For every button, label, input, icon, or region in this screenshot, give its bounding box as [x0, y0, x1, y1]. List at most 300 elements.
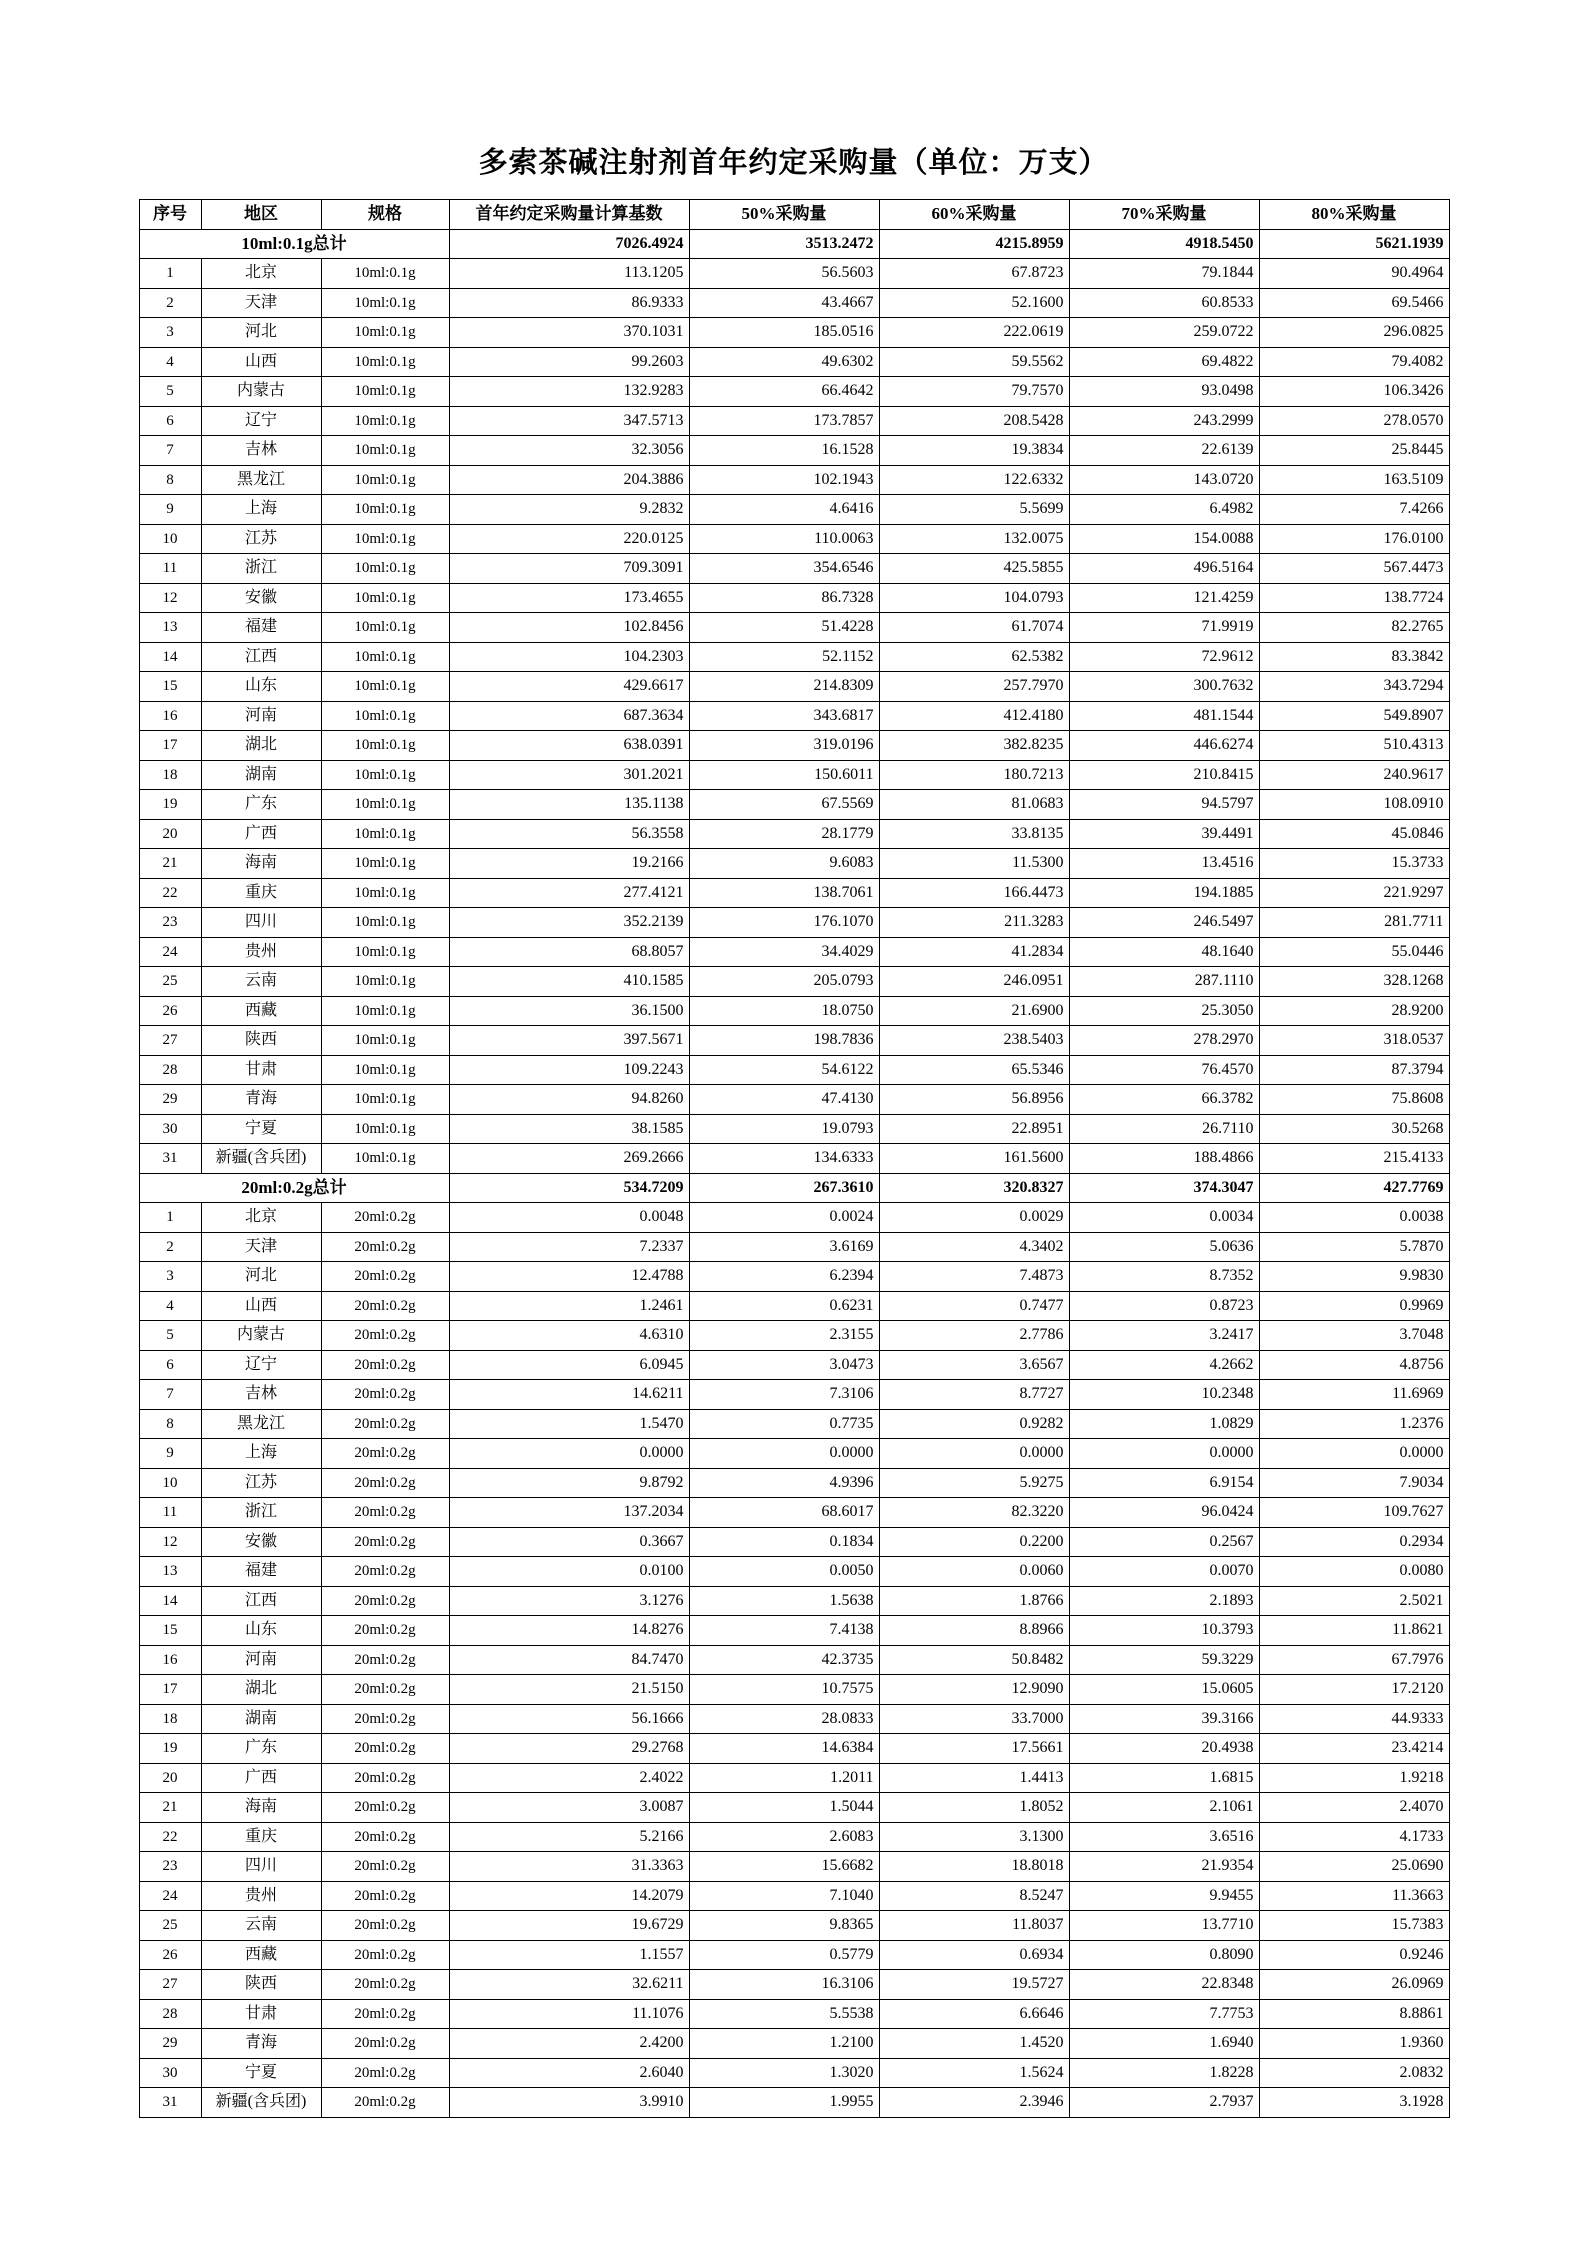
cell-p60: 17.5661: [879, 1734, 1069, 1764]
cell-p60: 166.4473: [879, 878, 1069, 908]
cell-spec: 10ml:0.1g: [321, 406, 449, 436]
cell-p80: 25.0690: [1259, 1852, 1449, 1882]
cell-region: 山西: [201, 347, 321, 377]
cell-p80: 23.4214: [1259, 1734, 1449, 1764]
cell-p50: 0.0050: [689, 1557, 879, 1587]
cell-spec: 20ml:0.2g: [321, 1321, 449, 1351]
cell-p80: 17.2120: [1259, 1675, 1449, 1705]
cell-p80: 44.9333: [1259, 1704, 1449, 1734]
cell-p50: 49.6302: [689, 347, 879, 377]
cell-p50: 54.6122: [689, 1055, 879, 1085]
cell-p60: 79.7570: [879, 377, 1069, 407]
cell-p70: 2.7937: [1069, 2088, 1259, 2118]
cell-p80: 45.0846: [1259, 819, 1449, 849]
cell-p60: 1.8052: [879, 1793, 1069, 1823]
cell-p70: 10.3793: [1069, 1616, 1259, 1646]
cell-p60: 1.4520: [879, 2029, 1069, 2059]
cell-base: 2.4022: [449, 1763, 689, 1793]
cell-spec: 20ml:0.2g: [321, 2088, 449, 2118]
cell-p70: 10.2348: [1069, 1380, 1259, 1410]
cell-p60: 257.7970: [879, 672, 1069, 702]
cell-p50: 5.5538: [689, 1999, 879, 2029]
cell-base: 102.8456: [449, 613, 689, 643]
cell-p70: 15.0605: [1069, 1675, 1259, 1705]
table-row: [139, 819, 1449, 849]
cell-base: 132.9283: [449, 377, 689, 407]
cell-p70: 79.1844: [1069, 259, 1259, 289]
cell-p50: 150.6011: [689, 760, 879, 790]
cell-p80: 7.4266: [1259, 495, 1449, 525]
cell-base: 220.0125: [449, 524, 689, 554]
cell-p70: 13.7710: [1069, 1911, 1259, 1941]
table-row: [139, 1704, 1449, 1734]
cell-p50: 134.6333: [689, 1144, 879, 1174]
cell-spec: 10ml:0.1g: [321, 554, 449, 584]
cell-index: 17: [139, 731, 201, 761]
table-row: [139, 849, 1449, 879]
cell-base: 5.2166: [449, 1822, 689, 1852]
cell-spec: 10ml:0.1g: [321, 701, 449, 731]
cell-index: 11: [139, 1498, 201, 1528]
cell-p70: 39.4491: [1069, 819, 1259, 849]
cell-base: 38.1585: [449, 1114, 689, 1144]
cell-base: 370.1031: [449, 318, 689, 348]
cell-p50: 3.0473: [689, 1350, 879, 1380]
cell-base: 1.5470: [449, 1409, 689, 1439]
cell-region: 辽宁: [201, 406, 321, 436]
cell-p80: 30.5268: [1259, 1114, 1449, 1144]
cell-region: 青海: [201, 2029, 321, 2059]
cell-p70: 188.4866: [1069, 1144, 1259, 1174]
cell-index: 18: [139, 1704, 201, 1734]
cell-p60: 425.5855: [879, 554, 1069, 584]
table-row: [139, 2088, 1449, 2118]
table-row: [139, 642, 1449, 672]
cell-region: 黑龙江: [201, 465, 321, 495]
cell-p60: 0.6934: [879, 1940, 1069, 1970]
cell-p70: 0.0000: [1069, 1439, 1259, 1469]
cell-p80: 82.2765: [1259, 613, 1449, 643]
cell-region: 天津: [201, 1232, 321, 1262]
cell-p80: 0.9969: [1259, 1291, 1449, 1321]
cell-p50: 0.0000: [689, 1439, 879, 1469]
cell-p70: 3.2417: [1069, 1321, 1259, 1351]
cell-p70: 59.3229: [1069, 1645, 1259, 1675]
cell-region: 四川: [201, 908, 321, 938]
cell-index: 14: [139, 642, 201, 672]
cell-p70: 0.8723: [1069, 1291, 1259, 1321]
table-row: [139, 908, 1449, 938]
cell-spec: 20ml:0.2g: [321, 1970, 449, 2000]
cell-p70: 26.7110: [1069, 1114, 1259, 1144]
cell-base: 7.2337: [449, 1232, 689, 1262]
cell-p80: 55.0446: [1259, 937, 1449, 967]
cell-p70: 0.8090: [1069, 1940, 1259, 1970]
cell-p60: 33.8135: [879, 819, 1069, 849]
cell-p80: 3.7048: [1259, 1321, 1449, 1351]
cell-p80: 108.0910: [1259, 790, 1449, 820]
cell-p80: 15.7383: [1259, 1911, 1449, 1941]
cell-region: 陕西: [201, 1026, 321, 1056]
cell-p50: 51.4228: [689, 613, 879, 643]
cell-region: 云南: [201, 1911, 321, 1941]
cell-p80: 7.9034: [1259, 1468, 1449, 1498]
cell-p70: 25.3050: [1069, 996, 1259, 1026]
cell-p50: 47.4130: [689, 1085, 879, 1115]
cell-base: 14.8276: [449, 1616, 689, 1646]
cell-p60: 81.0683: [879, 790, 1069, 820]
cell-p80: 318.0537: [1259, 1026, 1449, 1056]
table-row: [139, 1881, 1449, 1911]
cell-index: 8: [139, 1409, 201, 1439]
cell-base: 277.4121: [449, 878, 689, 908]
cell-p60: 1.8766: [879, 1586, 1069, 1616]
cell-p50: 19.0793: [689, 1114, 879, 1144]
cell-base: 0.0100: [449, 1557, 689, 1587]
table-row: [139, 967, 1449, 997]
cell-base: 14.2079: [449, 1881, 689, 1911]
cell-spec: 20ml:0.2g: [321, 1232, 449, 1262]
cell-p50: 173.7857: [689, 406, 879, 436]
cell-p60: 41.2834: [879, 937, 1069, 967]
cell-p80: 1.9360: [1259, 2029, 1449, 2059]
cell-spec: 10ml:0.1g: [321, 465, 449, 495]
cell-base: 3.9910: [449, 2088, 689, 2118]
cell-index: 26: [139, 996, 201, 1026]
cell-region: 北京: [201, 259, 321, 289]
cell-region: 青海: [201, 1085, 321, 1115]
cell-index: 4: [139, 347, 201, 377]
cell-index: 23: [139, 908, 201, 938]
cell-region: 广东: [201, 1734, 321, 1764]
table-row: [139, 436, 1449, 466]
cell-p70: 76.4570: [1069, 1055, 1259, 1085]
cell-index: 29: [139, 2029, 201, 2059]
cell-index: 21: [139, 849, 201, 879]
cell-p70: 3.6516: [1069, 1822, 1259, 1852]
cell-p60: 18.8018: [879, 1852, 1069, 1882]
cell-spec: 20ml:0.2g: [321, 2029, 449, 2059]
cell-spec: 20ml:0.2g: [321, 1409, 449, 1439]
cell-region: 海南: [201, 1793, 321, 1823]
cell-p80: 221.9297: [1259, 878, 1449, 908]
table-row: [139, 259, 1449, 289]
cell-spec: 10ml:0.1g: [321, 908, 449, 938]
cell-p60: 0.9282: [879, 1409, 1069, 1439]
cell-region: 天津: [201, 288, 321, 318]
subtotal-value: 267.3610: [689, 1173, 879, 1203]
cell-index: 29: [139, 1085, 201, 1115]
cell-spec: 20ml:0.2g: [321, 1675, 449, 1705]
table-row: [139, 495, 1449, 525]
cell-p70: 1.0829: [1069, 1409, 1259, 1439]
cell-index: 3: [139, 318, 201, 348]
table-row: [139, 1114, 1449, 1144]
table-row: [139, 347, 1449, 377]
cell-p80: 549.8907: [1259, 701, 1449, 731]
cell-p60: 1.4413: [879, 1763, 1069, 1793]
cell-base: 135.1138: [449, 790, 689, 820]
cell-index: 22: [139, 1822, 201, 1852]
cell-p70: 1.8228: [1069, 2058, 1259, 2088]
cell-p70: 39.3166: [1069, 1704, 1259, 1734]
cell-p70: 6.4982: [1069, 495, 1259, 525]
cell-p80: 67.7976: [1259, 1645, 1449, 1675]
cell-p80: 79.4082: [1259, 347, 1449, 377]
cell-spec: 20ml:0.2g: [321, 1822, 449, 1852]
cell-p50: 28.0833: [689, 1704, 879, 1734]
table-row: [139, 583, 1449, 613]
cell-p70: 143.0720: [1069, 465, 1259, 495]
cell-index: 7: [139, 436, 201, 466]
cell-index: 18: [139, 760, 201, 790]
cell-index: 13: [139, 613, 201, 643]
cell-index: 2: [139, 1232, 201, 1262]
cell-p60: 5.9275: [879, 1468, 1069, 1498]
cell-p70: 1.6815: [1069, 1763, 1259, 1793]
cell-p70: 96.0424: [1069, 1498, 1259, 1528]
cell-region: 上海: [201, 495, 321, 525]
cell-p50: 185.0516: [689, 318, 879, 348]
cell-index: 31: [139, 1144, 201, 1174]
subtotal-label: 10ml:0.1g总计: [139, 229, 449, 259]
cell-p60: 2.3946: [879, 2088, 1069, 2118]
cell-p70: 66.3782: [1069, 1085, 1259, 1115]
cell-base: 204.3886: [449, 465, 689, 495]
cell-spec: 20ml:0.2g: [321, 1557, 449, 1587]
cell-spec: 20ml:0.2g: [321, 1380, 449, 1410]
cell-region: 江西: [201, 1586, 321, 1616]
cell-region: 河北: [201, 318, 321, 348]
cell-base: 137.2034: [449, 1498, 689, 1528]
cell-p80: 106.3426: [1259, 377, 1449, 407]
cell-base: 3.1276: [449, 1586, 689, 1616]
cell-p70: 60.8533: [1069, 288, 1259, 318]
cell-region: 河南: [201, 1645, 321, 1675]
cell-p70: 2.1061: [1069, 1793, 1259, 1823]
cell-spec: 10ml:0.1g: [321, 613, 449, 643]
cell-p80: 11.8621: [1259, 1616, 1449, 1646]
cell-index: 12: [139, 1527, 201, 1557]
table-row: [139, 524, 1449, 554]
cell-p80: 9.9830: [1259, 1262, 1449, 1292]
cell-spec: 10ml:0.1g: [321, 672, 449, 702]
cell-index: 30: [139, 2058, 201, 2088]
cell-p50: 1.5638: [689, 1586, 879, 1616]
cell-index: 25: [139, 967, 201, 997]
cell-index: 12: [139, 583, 201, 613]
cell-p70: 194.1885: [1069, 878, 1259, 908]
cell-spec: 20ml:0.2g: [321, 1498, 449, 1528]
cell-p50: 7.4138: [689, 1616, 879, 1646]
cell-p70: 6.9154: [1069, 1468, 1259, 1498]
table-row: [139, 1144, 1449, 1174]
cell-spec: 10ml:0.1g: [321, 495, 449, 525]
cell-index: 2: [139, 288, 201, 318]
table-row: [139, 760, 1449, 790]
table-row: [139, 1232, 1449, 1262]
cell-p50: 9.6083: [689, 849, 879, 879]
cell-p50: 0.6231: [689, 1291, 879, 1321]
table-row: [139, 937, 1449, 967]
cell-region: 江西: [201, 642, 321, 672]
cell-base: 31.3363: [449, 1852, 689, 1882]
table-row: [139, 377, 1449, 407]
cell-p70: 446.6274: [1069, 731, 1259, 761]
cell-p80: 510.4313: [1259, 731, 1449, 761]
cell-spec: 10ml:0.1g: [321, 849, 449, 879]
cell-p60: 65.5346: [879, 1055, 1069, 1085]
cell-index: 15: [139, 1616, 201, 1646]
cell-region: 四川: [201, 1852, 321, 1882]
cell-p70: 4.2662: [1069, 1350, 1259, 1380]
table-row: [139, 1026, 1449, 1056]
table-row: [139, 1822, 1449, 1852]
cell-p70: 0.0034: [1069, 1203, 1259, 1233]
cell-index: 19: [139, 790, 201, 820]
cell-p80: 5.7870: [1259, 1232, 1449, 1262]
cell-base: 347.5713: [449, 406, 689, 436]
cell-p60: 104.0793: [879, 583, 1069, 613]
cell-index: 3: [139, 1262, 201, 1292]
table-row: [139, 672, 1449, 702]
table-row: [139, 1763, 1449, 1793]
table-row: [139, 1616, 1449, 1646]
cell-index: 19: [139, 1734, 201, 1764]
cell-p70: 13.4516: [1069, 849, 1259, 879]
table-row: [139, 1527, 1449, 1557]
table-row: [139, 1203, 1449, 1233]
cell-base: 56.1666: [449, 1704, 689, 1734]
cell-region: 新疆(含兵团): [201, 1144, 321, 1174]
table-row: [139, 1999, 1449, 2029]
cell-p50: 4.6416: [689, 495, 879, 525]
cell-p80: 26.0969: [1259, 1970, 1449, 2000]
table-row: [139, 406, 1449, 436]
cell-p70: 5.0636: [1069, 1232, 1259, 1262]
cell-index: 1: [139, 259, 201, 289]
cell-region: 海南: [201, 849, 321, 879]
column-header-p60: 60%采购量: [879, 200, 1069, 230]
cell-p80: 4.1733: [1259, 1822, 1449, 1852]
cell-p70: 0.0070: [1069, 1557, 1259, 1587]
cell-region: 山东: [201, 1616, 321, 1646]
cell-p70: 259.0722: [1069, 318, 1259, 348]
cell-p70: 22.8348: [1069, 1970, 1259, 2000]
subtotal-row: [139, 1173, 1449, 1203]
cell-p70: 0.2567: [1069, 1527, 1259, 1557]
cell-region: 吉林: [201, 1380, 321, 1410]
cell-region: 贵州: [201, 1881, 321, 1911]
cell-index: 24: [139, 937, 201, 967]
cell-spec: 20ml:0.2g: [321, 1940, 449, 1970]
cell-index: 5: [139, 377, 201, 407]
cell-p70: 8.7352: [1069, 1262, 1259, 1292]
subtotal-value: 7026.4924: [449, 229, 689, 259]
cell-p80: 15.3733: [1259, 849, 1449, 879]
cell-p50: 7.1040: [689, 1881, 879, 1911]
cell-p50: 0.5779: [689, 1940, 879, 1970]
cell-p50: 1.9955: [689, 2088, 879, 2118]
cell-base: 104.2303: [449, 642, 689, 672]
cell-region: 广东: [201, 790, 321, 820]
cell-p60: 412.4180: [879, 701, 1069, 731]
cell-p70: 71.9919: [1069, 613, 1259, 643]
column-header-p50: 50%采购量: [689, 200, 879, 230]
cell-p80: 0.0080: [1259, 1557, 1449, 1587]
subtotal-row: [139, 229, 1449, 259]
cell-index: 5: [139, 1321, 201, 1351]
cell-base: 352.2139: [449, 908, 689, 938]
cell-p70: 22.6139: [1069, 436, 1259, 466]
cell-region: 安徽: [201, 583, 321, 613]
subtotal-value: 4215.8959: [879, 229, 1069, 259]
cell-spec: 10ml:0.1g: [321, 259, 449, 289]
cell-p50: 66.4642: [689, 377, 879, 407]
cell-region: 辽宁: [201, 1350, 321, 1380]
cell-region: 湖北: [201, 731, 321, 761]
cell-region: 湖北: [201, 1675, 321, 1705]
page-title: 多索茶碱注射剂首年约定采购量（单位：万支）: [478, 147, 1109, 179]
cell-p60: 67.8723: [879, 259, 1069, 289]
cell-region: 云南: [201, 967, 321, 997]
table-row: [139, 996, 1449, 1026]
cell-spec: 20ml:0.2g: [321, 1734, 449, 1764]
cell-index: 25: [139, 1911, 201, 1941]
cell-p50: 2.6083: [689, 1822, 879, 1852]
cell-p50: 3.6169: [689, 1232, 879, 1262]
cell-index: 28: [139, 1999, 201, 2029]
cell-p50: 214.8309: [689, 672, 879, 702]
cell-region: 浙江: [201, 554, 321, 584]
table-body: [139, 229, 1449, 2117]
cell-index: 20: [139, 1763, 201, 1793]
cell-p50: 56.5603: [689, 259, 879, 289]
cell-p70: 7.7753: [1069, 1999, 1259, 2029]
cell-region: 新疆(含兵团): [201, 2088, 321, 2118]
cell-spec: 20ml:0.2g: [321, 1439, 449, 1469]
table-row: [139, 878, 1449, 908]
table-row: [139, 1557, 1449, 1587]
cell-p50: 102.1943: [689, 465, 879, 495]
cell-region: 安徽: [201, 1527, 321, 1557]
cell-base: 12.4788: [449, 1262, 689, 1292]
cell-p60: 12.9090: [879, 1675, 1069, 1705]
cell-p80: 87.3794: [1259, 1055, 1449, 1085]
cell-region: 重庆: [201, 1822, 321, 1852]
cell-base: 9.8792: [449, 1468, 689, 1498]
cell-base: 14.6211: [449, 1380, 689, 1410]
cell-p80: 343.7294: [1259, 672, 1449, 702]
cell-p80: 69.5466: [1259, 288, 1449, 318]
cell-base: 687.3634: [449, 701, 689, 731]
cell-p50: 0.1834: [689, 1527, 879, 1557]
cell-p50: 43.4667: [689, 288, 879, 318]
cell-p60: 62.5382: [879, 642, 1069, 672]
cell-index: 31: [139, 2088, 201, 2118]
cell-p70: 278.2970: [1069, 1026, 1259, 1056]
cell-index: 30: [139, 1114, 201, 1144]
cell-p60: 122.6332: [879, 465, 1069, 495]
cell-base: 638.0391: [449, 731, 689, 761]
column-header-spec: 规格: [321, 200, 449, 230]
cell-p50: 1.2100: [689, 2029, 879, 2059]
cell-region: 重庆: [201, 878, 321, 908]
cell-p60: 33.7000: [879, 1704, 1069, 1734]
cell-spec: 20ml:0.2g: [321, 1852, 449, 1882]
cell-p70: 72.9612: [1069, 642, 1259, 672]
cell-base: 1.1557: [449, 1940, 689, 1970]
